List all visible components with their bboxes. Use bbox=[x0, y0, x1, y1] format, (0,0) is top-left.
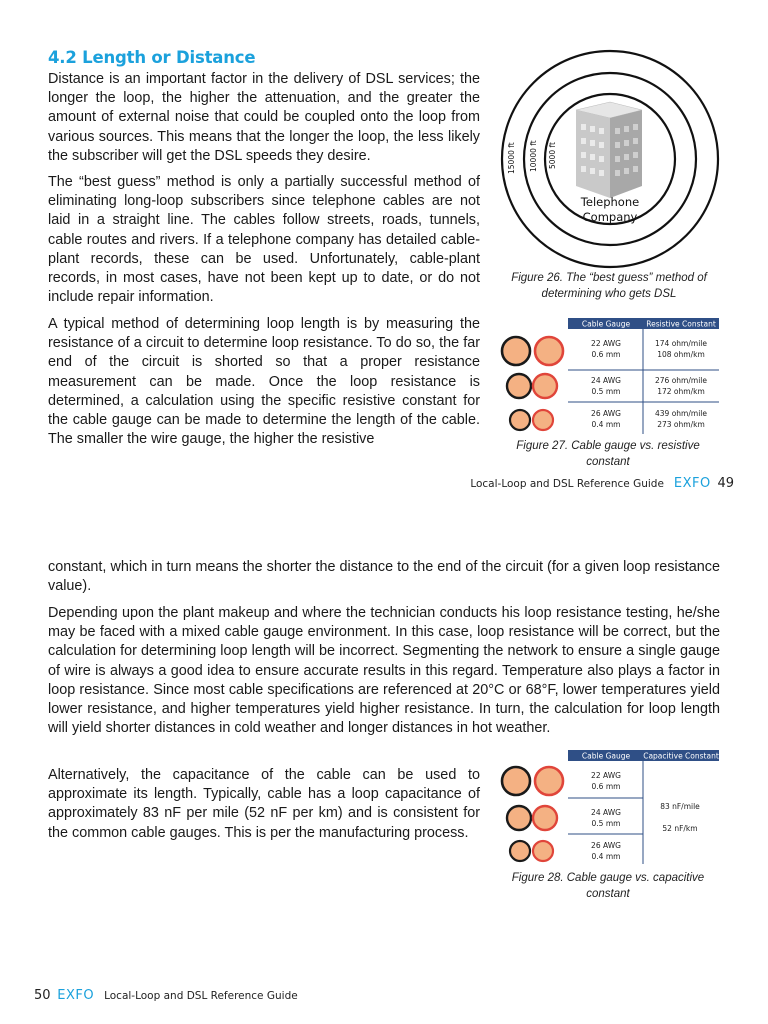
exfo-logo: EXFO bbox=[57, 988, 95, 1003]
row-26-awg: 26 AWG bbox=[591, 841, 621, 850]
row-22-val2: 108 ohm/km bbox=[657, 350, 705, 359]
paragraph-constant-continued: constant, which in turn means the shorter the distance to the end of the circuit (for a given loop resistance value). bbox=[48, 559, 720, 595]
row-22-val1: 174 ohm/mile bbox=[655, 339, 707, 348]
paragraph-best-guess: The “best guess” method is only a partially successful method of eliminating long-loop subscribers since telephone cables are not laid in a straight line. The cables follow streets, roads, tunnels, cable routes and rivers. If a telephone company has detailed cable-plant records, these can be used. Unfortunately, cable-plant records, in most cases, have not been kept up to date, or do not include repair information. bbox=[48, 174, 480, 306]
paragraph-loop-resistance: A typical method of determining loop length is by measuring the resistance of a circuit to determine loop resistance. To do so, the far end of the circuit is shorted so that a proper resistance measurement can be made. Once the loop resistance is determined, a calculation using the specific resistive constant for the cable gauge can be made to determine the length of the cable. The smaller the wire gauge, the higher the resistive bbox=[48, 316, 480, 448]
ring-label-10000: 10000 ft bbox=[529, 140, 538, 172]
header-capacitive-constant: Capacitive Constant bbox=[643, 751, 719, 761]
figure-28-table bbox=[498, 750, 722, 866]
paragraph-distance-intro: Distance is an important factor in the delivery of DSL services; the longer the loop, the higher the attenuation, and the greater the amount of external noise that could be coupled onto the loop from various sources. This means that the longer the loop, the less likely the subscriber will get the DSL speeds they desire. bbox=[48, 71, 480, 164]
row-26-mm: 0.4 mm bbox=[591, 852, 621, 861]
figure-27-table bbox=[498, 318, 722, 436]
telephone-building-icon bbox=[576, 102, 642, 198]
row-24-val2: 172 ohm/km bbox=[657, 387, 705, 396]
header-resistive-constant: Resistive Constant bbox=[646, 319, 716, 329]
row-26-val2: 273 ohm/km bbox=[657, 420, 705, 429]
row-22-mm: 0.6 mm bbox=[591, 350, 621, 359]
row-24-awg: 24 AWG bbox=[591, 808, 621, 817]
wire-pair-22awg-icon bbox=[502, 337, 563, 365]
ring-label-15000: 15000 ft bbox=[507, 142, 516, 174]
page-number: 49 bbox=[717, 476, 734, 491]
footer-guide-title: Local-Loop and DSL Reference Guide bbox=[104, 990, 298, 1002]
footer-guide-title: Local-Loop and DSL Reference Guide bbox=[470, 478, 664, 490]
figure-27-caption: Figure 27. Cable gauge vs. resistive constant bbox=[516, 440, 700, 468]
row-22-mm: 0.6 mm bbox=[591, 782, 621, 791]
wire-pair-26awg-icon bbox=[510, 410, 553, 430]
page-number: 50 bbox=[34, 988, 51, 1003]
header-cable-gauge: Cable Gauge bbox=[581, 751, 631, 761]
figure-26-diagram bbox=[498, 48, 722, 270]
figure-28-caption: Figure 28. Cable gauge vs. capacitive constant bbox=[511, 872, 705, 900]
row-22-awg: 22 AWG bbox=[591, 771, 621, 780]
header-cable-gauge: Cable Gauge bbox=[581, 319, 631, 329]
row-26-awg: 26 AWG bbox=[591, 409, 621, 418]
row-24-mm: 0.5 mm bbox=[591, 819, 621, 828]
wire-pair-22awg-icon bbox=[502, 767, 563, 795]
wire-pair-26awg-icon bbox=[510, 841, 553, 861]
row-22-awg: 22 AWG bbox=[591, 339, 621, 348]
paragraph-mixed-gauge: Depending upon the plant makeup and where the technician conducts his loop resistance testing, he/she may be faced with a mixed cable gauge environment. In this case, loop resistance will be correct, but the calculation for determining loop length will be incorrect. Segmenting the network to ensure a single gauge of wire is always a good idea to ensure accurate results in this regard. Temperature also plays a factor in loop resistance. Since most cable specifications are referenced at 20°C or 68°F, lower temperatures yield lower resistance, and higher temperatures yield higher resistance. In turn, the calculation for loop length will yield shorter distances in cold weather and longer distances in hot weather. bbox=[48, 605, 720, 737]
capacitive-value-km: 52 nF/km bbox=[662, 824, 698, 833]
section-heading: 4.2 Length or Distance bbox=[48, 48, 256, 67]
row-24-mm: 0.5 mm bbox=[591, 387, 621, 396]
row-24-awg: 24 AWG bbox=[591, 376, 621, 385]
wire-pair-24awg-icon bbox=[507, 806, 557, 830]
figure-26-caption: Figure 26. The “best guess” method of determining who gets DSL bbox=[511, 272, 707, 300]
paragraph-capacitance: Alternatively, the capacitance of the cable can be used to approximate its length. Typically, cable has a loop capacitance of approximately 83 nF per mile (52 nF per km) and is consistent for the common cable gauges. This is per the manufacturing process. bbox=[48, 767, 480, 841]
page-footer-50 bbox=[34, 988, 298, 1003]
wire-pair-24awg-icon bbox=[507, 374, 557, 398]
exfo-logo: EXFO bbox=[673, 476, 711, 491]
capacitive-value-mile: 83 nF/mile bbox=[660, 802, 700, 811]
building-label-line2: Company bbox=[582, 210, 638, 224]
building-label-line1: Telephone bbox=[580, 195, 640, 209]
row-26-val1: 439 ohm/mile bbox=[655, 409, 707, 418]
row-24-val1: 276 ohm/mile bbox=[655, 376, 707, 385]
page-footer-49 bbox=[470, 476, 734, 491]
ring-label-5000: 5000 ft bbox=[548, 142, 557, 169]
row-26-mm: 0.4 mm bbox=[591, 420, 621, 429]
